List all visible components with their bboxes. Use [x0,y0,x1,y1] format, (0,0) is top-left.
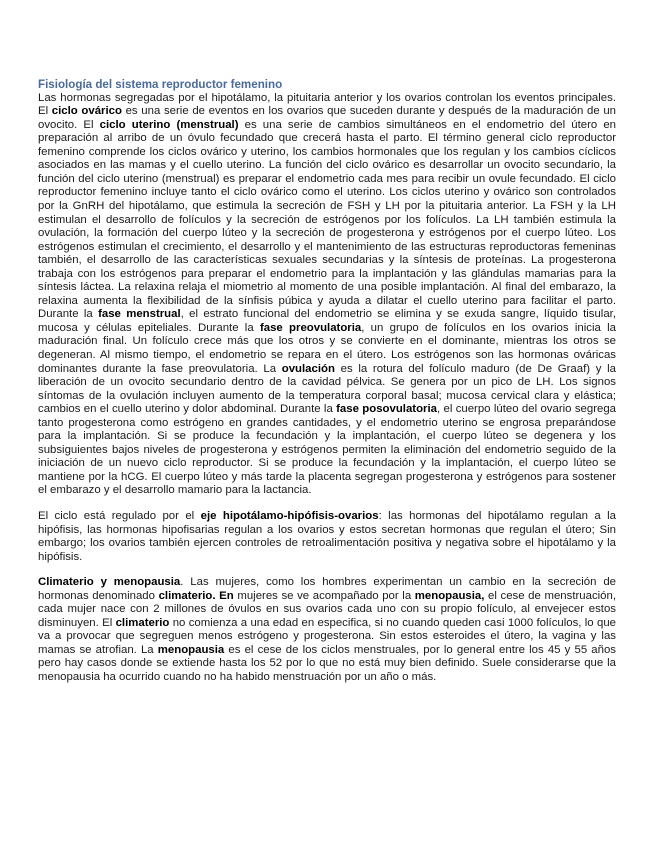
term-climaterio: climaterio. En [158,589,234,602]
text-run: , el cuerpo lúteo del ovario segrega tanto progesterona como estrógeno en grandes cantidades, y el endometrio uterino se engrosa preparándose para la implantación. Si se produce la fecundación y la implantación, el cuerpo lúteo se degenera y los subsiguientes bajos niveles de progesterona y estrógenos permiten la eliminación del endometrio seguido de la iniciación de un nuevo ciclo reproductor. Si se produce la fecundación y la implantación, el cuerpo lúteo se mantiene por la hCG. El cuerpo lúteo y más tarde la placenta segregan progesterona y estrógenos para sostener el embarazo y el desarrollo mamario para la lactancia. [38,403,616,497]
term-ciclo-ovarico: ciclo ovárico [51,105,122,118]
text-run: el cese de menstruación, cada mujer nace con 2 millones de óvulos en sus ovarios cada uno con su propio folículo, al envejecer estos disminuyen. El [38,589,617,629]
term-climaterio-2: climaterio [115,616,170,629]
paragraph-climaterio [38,576,616,684]
term-eje-hipotalamo: eje hipotálamo-hipófisis-ovarios [200,510,379,522]
term-fase-posovulatoria: fase posovulatoria [336,403,437,416]
text-run: El ciclo está regulado por el [38,510,201,522]
term-fase-preovulatoria: fase preovulatoria [259,321,362,334]
text-run: es el cese de los ciclos menstruales, por lo general entre los 45 y 55 años pero hay casos donde se extiende hasta los 52 por lo que no está muy bien definido. Suele considerarse que la menopausia ha ocurrido cuando no ha habido menstruación por un año o más. [38,643,616,684]
paragraph-ciclo-reproductor [38,92,616,498]
term-menopausia-2: menopausia [157,643,225,656]
section-title: Fisiología del sistema reproductor femenino [38,78,283,91]
term-fase-menstrual: fase menstrual [98,308,181,321]
text-run: : las hormonas del hipotálamo regulan a la hipófisis, las hormonas hipofisarias regulan a los ovarios y estos secretan hormonas que regulan el útero; Sin embargo; los ovarios también ejercen controles de retroalimentación positiva y negativa sobre el hipotálamo y la hipófisis. [38,510,617,563]
text-run: es una serie de eventos en los ovarios que suceden durante y después de la maduración de un ovocito. El [38,105,616,131]
paragraph-eje-hormonal [38,510,616,564]
text-run: es la rotura del folículo maduro (de De Graaf) y la liberación de un ovocito secundario dentro de la cavidad pélvica. Se genera por un pico de LH. Los signos síntomas de la ovulación incluyen aumento de la temperatura corporal basal; mucosa cervical clara y elástica; cambios en el cuello uterino y dolor abdominal. Durante la [38,362,616,416]
document-page [38,78,616,685]
term-ciclo-uterino: ciclo uterino (menstrual) [99,118,239,131]
text-run: . Las mujeres, como los hombres experimentan un cambio en la secreción de hormonas denominado [38,576,616,602]
text-run: Las hormonas segregadas por el hipotálamo, la pituitaria anterior y los ovarios controlan los eventos principales. El [38,91,616,118]
text-run: es una serie de cambios simultáneos en el endometrio del útero en preparación al arribo de un óvulo fecundado que crecerá hasta el parto. El término general ciclo reproductor femenino comprende los ciclos ovárico y uterino, los cambios hormonales que los regulan y los cambios cíclicos asociados en las mamas y el cuello uterino. La función del ciclo ovárico es desarrollar un ovocito secundario, la función del ciclo uterino (menstrual) es preparar el endometrio cada mes para recibir un ovule fecundado. El ciclo reproductor femenino incluye tanto el ciclo ovárico como el uterino. Los ciclos uterino y ovárico son controlados por la GnRH del hipotálamo, que estimula la secreción de FSH y LH por la pituitaria anterior. La FSH y la LH estimulan el desarrollo de folículos y la secreción de estrógenos por los folículos. La LH también estimula la ovulación, la formación del cuerpo lúteo y la secreción de progesterona y estrógenos por el cuerpo lúteo. Los estrógenos estimulan el crecimiento, el desarrollo y el mantenimiento de las estructuras reproductoras femeninas también, el desarrollo de las características sexuales secundarias y la síntesis de proteínas. La progesterona trabaja con los estrógenos para preparar el endometrio para la implantación y las glándulas mamarias para la síntesis láctea. La relaxina relaja el miometrio al momento de una posible implantación. Al final del embarazo, la relaxina aumenta la flexibilidad de la sínfisis púbica y ayuda a dilatar el cuello uterino para facilitar el parto. Durante la [38,118,616,321]
text-run: , un grupo de folículos en los ovarios inicia la maduración final. Un folículo crece más que los otros y se convierte en el dominante, mientras los otros se degeneran. Al mismo tiempo, el endometrio se repara en el útero. Los estrógenos son las hormonas ováricas dominantes durante la fase preovulatoria. La [38,321,616,375]
text-run: no comienza a una edad en especifica, si no cuando queden casi 1000 folículos, lo que va a provocar que segreguen menos estrógeno y progesterona. Sin estos esteroides el útero, la vagina y las mamas se atrofian. La [38,616,616,656]
text-run: mujeres se ve acompañado por la [233,589,415,602]
term-menopausia: menopausia, [414,589,485,602]
text-run: , el estrato funcional del endometrio se elimina y se exuda sangre, líquido tisular, mucosa y células epiteliales. Durante la [38,308,616,334]
term-climaterio-menopausia: Climaterio y menopausia [38,576,181,589]
term-ovulacion: ovulación [281,362,335,375]
